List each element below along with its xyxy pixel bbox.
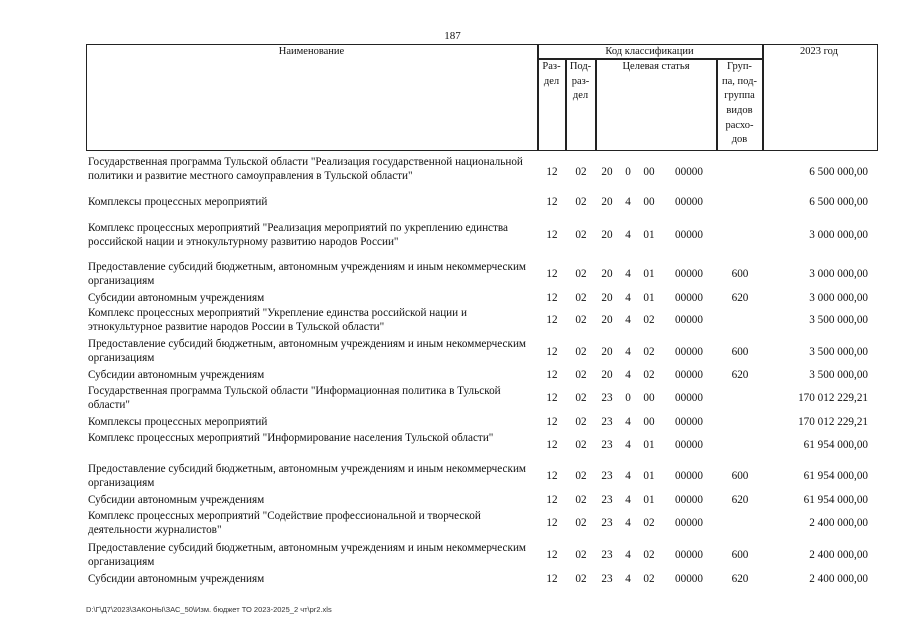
row-razdel: 12 bbox=[546, 573, 558, 585]
row-target-2: 4 bbox=[625, 470, 631, 482]
header-razdel-label: Раз- дел bbox=[542, 61, 561, 87]
row-target-3: 02 bbox=[643, 517, 655, 529]
row-group: 600 bbox=[731, 268, 749, 280]
row-group: 600 bbox=[731, 470, 749, 482]
row-target-2: 4 bbox=[625, 292, 631, 304]
row-target-2: 4 bbox=[625, 268, 631, 280]
row-podrazdel: 02 bbox=[575, 470, 587, 482]
header-code-label: Код классификации bbox=[605, 46, 694, 57]
row-amount: 170 012 229,21 bbox=[798, 416, 868, 428]
row-target-1: 20 bbox=[601, 346, 613, 358]
row-target-3: 02 bbox=[643, 369, 655, 381]
row-podrazdel: 02 bbox=[575, 517, 587, 529]
row-razdel: 12 bbox=[546, 439, 558, 451]
file-path-footer: D:\Г\Д7\2023\ЗАКОНЫ\ЗАС_50\Изм. бюджет ТО 2023-2025_2 чт\pr2.xls bbox=[86, 605, 332, 614]
row-target-3: 00 bbox=[643, 392, 655, 404]
row-target-2: 4 bbox=[625, 494, 631, 506]
row-podrazdel: 02 bbox=[575, 166, 587, 178]
row-group: 620 bbox=[731, 494, 749, 506]
row-target-2: 4 bbox=[625, 314, 631, 326]
row-amount: 3 500 000,00 bbox=[809, 369, 868, 381]
row-target-1: 23 bbox=[601, 416, 613, 428]
row-razdel: 12 bbox=[546, 196, 558, 208]
row-amount: 3 500 000,00 bbox=[809, 314, 868, 326]
row-target-3: 02 bbox=[643, 573, 655, 585]
row-group: 600 bbox=[731, 549, 749, 561]
row-target-2: 4 bbox=[625, 346, 631, 358]
row-target-2: 4 bbox=[625, 573, 631, 585]
header-cell-name bbox=[86, 44, 539, 151]
row-name: Предоставление субсидий бюджетным, автономным учреждениям и иным некоммерческим организациям bbox=[88, 542, 527, 568]
row-target-1: 20 bbox=[601, 314, 613, 326]
row-target-1: 20 bbox=[601, 166, 613, 178]
row-target-1: 23 bbox=[601, 549, 613, 561]
row-target-3: 02 bbox=[643, 314, 655, 326]
row-razdel: 12 bbox=[546, 470, 558, 482]
row-target-4: 00000 bbox=[675, 517, 703, 529]
header-cell-year bbox=[762, 44, 878, 151]
row-amount: 61 954 000,00 bbox=[803, 470, 868, 482]
row-podrazdel: 02 bbox=[575, 549, 587, 561]
row-target-4: 00000 bbox=[675, 573, 703, 585]
row-target-2: 4 bbox=[625, 517, 631, 529]
row-razdel: 12 bbox=[546, 392, 558, 404]
row-target-4: 00000 bbox=[675, 416, 703, 428]
row-podrazdel: 02 bbox=[575, 268, 587, 280]
header-year-label: 2023 год bbox=[800, 46, 838, 57]
row-podrazdel: 02 bbox=[575, 494, 587, 506]
row-podrazdel: 02 bbox=[575, 314, 587, 326]
row-target-2: 4 bbox=[625, 369, 631, 381]
row-podrazdel: 02 bbox=[575, 229, 587, 241]
row-amount: 3 500 000,00 bbox=[809, 346, 868, 358]
row-razdel: 12 bbox=[546, 549, 558, 561]
row-target-3: 01 bbox=[643, 268, 655, 280]
row-name: Субсидии автономным учреждениям bbox=[88, 573, 265, 585]
row-podrazdel: 02 bbox=[575, 346, 587, 358]
row-razdel: 12 bbox=[546, 494, 558, 506]
row-group: 600 bbox=[731, 346, 749, 358]
row-group: 620 bbox=[731, 292, 749, 304]
row-name: Субсидии автономным учреждениям bbox=[88, 292, 265, 304]
row-target-4: 00000 bbox=[675, 314, 703, 326]
row-target-1: 20 bbox=[601, 292, 613, 304]
row-target-2: 4 bbox=[625, 229, 631, 241]
row-target-3: 01 bbox=[643, 292, 655, 304]
row-target-3: 01 bbox=[643, 494, 655, 506]
row-name: Предоставление субсидий бюджетным, автономным учреждениям и иным некоммерческим организациям bbox=[88, 338, 527, 364]
row-target-2: 0 bbox=[625, 392, 631, 404]
row-razdel: 12 bbox=[546, 314, 558, 326]
row-podrazdel: 02 bbox=[575, 573, 587, 585]
row-target-3: 00 bbox=[643, 196, 655, 208]
header-target-label: Целевая статья bbox=[622, 61, 690, 72]
row-podrazdel: 02 bbox=[575, 392, 587, 404]
row-amount: 2 400 000,00 bbox=[809, 517, 868, 529]
row-name: Комплекс процессных мероприятий "Содействие профессиональной и творческой деятельности журналистов" bbox=[88, 510, 481, 536]
row-name: Комплекс процессных мероприятий "Реализация мероприятий по укреплению единства российской нации и этнокультурному развитию народов России" bbox=[88, 222, 509, 248]
row-target-1: 23 bbox=[601, 573, 613, 585]
row-target-4: 00000 bbox=[675, 166, 703, 178]
row-name: Субсидии автономным учреждениям bbox=[88, 369, 265, 381]
row-target-1: 23 bbox=[601, 470, 613, 482]
row-target-3: 00 bbox=[643, 416, 655, 428]
row-amount: 61 954 000,00 bbox=[803, 439, 868, 451]
row-target-3: 00 bbox=[643, 166, 655, 178]
row-podrazdel: 02 bbox=[575, 439, 587, 451]
row-amount: 170 012 229,21 bbox=[798, 392, 868, 404]
row-target-1: 23 bbox=[601, 517, 613, 529]
row-podrazdel: 02 bbox=[575, 196, 587, 208]
row-target-2: 4 bbox=[625, 416, 631, 428]
row-target-2: 4 bbox=[625, 439, 631, 451]
row-target-4: 00000 bbox=[675, 346, 703, 358]
row-target-4: 00000 bbox=[675, 229, 703, 241]
row-name: Комплексы процессных мероприятий bbox=[88, 416, 268, 428]
row-amount: 61 954 000,00 bbox=[803, 494, 868, 506]
row-podrazdel: 02 bbox=[575, 292, 587, 304]
row-target-1: 20 bbox=[601, 268, 613, 280]
page-number: 187 bbox=[444, 30, 461, 42]
row-target-1: 20 bbox=[601, 229, 613, 241]
row-group: 620 bbox=[731, 573, 749, 585]
row-amount: 6 500 000,00 bbox=[809, 196, 868, 208]
row-target-3: 02 bbox=[643, 346, 655, 358]
row-name: Предоставление субсидий бюджетным, автономным учреждениям и иным некоммерческим организациям bbox=[88, 261, 527, 287]
row-razdel: 12 bbox=[546, 268, 558, 280]
row-razdel: 12 bbox=[546, 517, 558, 529]
row-amount: 3 000 000,00 bbox=[809, 229, 868, 241]
row-target-3: 01 bbox=[643, 229, 655, 241]
row-target-3: 01 bbox=[643, 439, 655, 451]
row-razdel: 12 bbox=[546, 229, 558, 241]
row-razdel: 12 bbox=[546, 416, 558, 428]
row-podrazdel: 02 bbox=[575, 369, 587, 381]
row-razdel: 12 bbox=[546, 292, 558, 304]
row-target-4: 00000 bbox=[675, 268, 703, 280]
row-name: Комплексы процессных мероприятий bbox=[88, 196, 268, 208]
header-podrazdel-label: Под- раз- дел bbox=[569, 61, 592, 102]
row-target-1: 23 bbox=[601, 439, 613, 451]
row-razdel: 12 bbox=[546, 346, 558, 358]
row-target-3: 01 bbox=[643, 470, 655, 482]
row-target-1: 20 bbox=[601, 369, 613, 381]
row-amount: 6 500 000,00 bbox=[809, 166, 868, 178]
row-target-4: 00000 bbox=[675, 369, 703, 381]
row-target-1: 23 bbox=[601, 392, 613, 404]
row-name: Субсидии автономным учреждениям bbox=[88, 494, 265, 506]
header-name-label: Наименование bbox=[278, 46, 345, 57]
row-target-2: 4 bbox=[625, 196, 631, 208]
row-target-4: 00000 bbox=[675, 392, 703, 404]
row-target-4: 00000 bbox=[675, 470, 703, 482]
row-target-3: 02 bbox=[643, 549, 655, 561]
row-name: Государственная программа Тульской области "Информационная политика в Тульской области" bbox=[88, 385, 501, 411]
row-razdel: 12 bbox=[546, 369, 558, 381]
row-target-4: 00000 bbox=[675, 439, 703, 451]
row-target-4: 00000 bbox=[675, 196, 703, 208]
row-target-2: 4 bbox=[625, 549, 631, 561]
row-podrazdel: 02 bbox=[575, 416, 587, 428]
row-name: Комплекс процессных мероприятий "Укрепление единства российской нации и этнокультурное развитие народов России в Тульской области" bbox=[88, 307, 467, 333]
row-target-4: 00000 bbox=[675, 494, 703, 506]
row-target-1: 20 bbox=[601, 196, 613, 208]
row-razdel: 12 bbox=[546, 166, 558, 178]
row-amount: 3 000 000,00 bbox=[809, 292, 868, 304]
header-group-label: Груп- па, под- группа видов расхо- дов bbox=[722, 61, 757, 146]
row-target-4: 00000 bbox=[675, 549, 703, 561]
row-amount: 3 000 000,00 bbox=[809, 268, 868, 280]
row-amount: 2 400 000,00 bbox=[809, 573, 868, 585]
row-target-4: 00000 bbox=[675, 292, 703, 304]
row-target-1: 23 bbox=[601, 494, 613, 506]
row-name: Государственная программа Тульской области "Реализация государственной национальной политики и развитие местного самоуправления в Тульской области" bbox=[88, 156, 523, 182]
row-group: 620 bbox=[731, 369, 749, 381]
row-name: Комплекс процессных мероприятий "Информирование населения Тульской области" bbox=[88, 432, 494, 444]
row-amount: 2 400 000,00 bbox=[809, 549, 868, 561]
row-target-2: 0 bbox=[625, 166, 631, 178]
row-name: Предоставление субсидий бюджетным, автономным учреждениям и иным некоммерческим организациям bbox=[88, 463, 527, 489]
